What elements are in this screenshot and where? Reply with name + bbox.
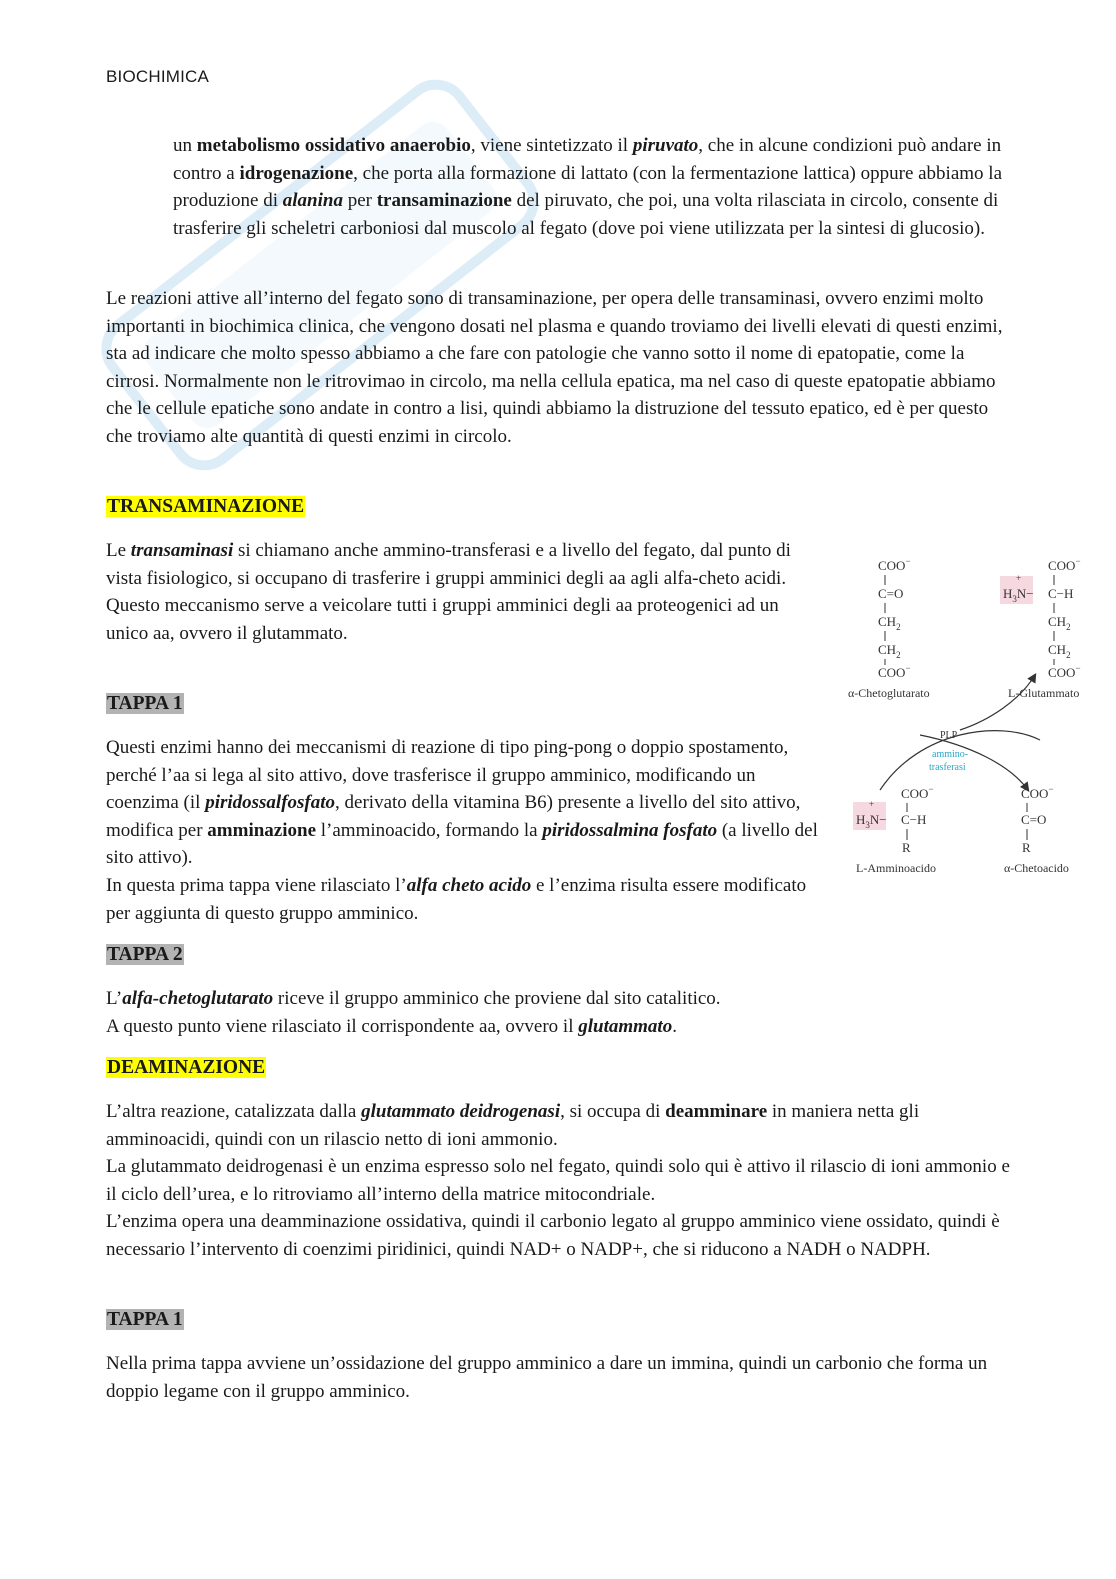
bold-italic-term: glutammato deidrogenasi: [361, 1101, 561, 1122]
tappa2-paragraph: L’alfa-chetoglutarato riceve il gruppo amminico che proviene dal sito catalitico. A questo punto viene rilasciato il corrispondente aa, ovvero il glutammato.: [106, 988, 721, 1037]
svg-text:R: R: [902, 840, 911, 855]
transamination-diagram: [840, 550, 1100, 885]
svg-text:R: R: [1022, 840, 1031, 855]
enzyme-label-2: trasferasi: [929, 762, 966, 773]
bold-term: metabolismo ossidativo anaerobio: [196, 135, 471, 156]
svg-text:CH2: $CH_2$: [1048, 614, 1071, 632]
svg-text:COO−: COO−: [878, 663, 911, 680]
bold-term: idrogenazione: [239, 162, 354, 184]
svg-text:+: +: [1016, 573, 1022, 583]
label-chetoglutarato: α-Chetoglutarato: [848, 686, 930, 700]
bold-italic-term: piridossalmina fosfato: [542, 819, 718, 841]
page-header: BIOCHIMICA: [106, 67, 210, 86]
molecule-amminoacido: [853, 784, 936, 875]
svg-text:CH2: $CH_2$: [878, 614, 901, 632]
svg-text:C=O: C=O: [1021, 812, 1047, 827]
label-amminoacido: L-Amminoacido: [856, 861, 936, 875]
plp-label: PLP: [940, 730, 958, 741]
svg-text:+: +: [869, 799, 875, 809]
svg-text:COO−: COO−: [1021, 784, 1054, 801]
molecule-glutammato: [1000, 556, 1081, 700]
bold-italic-term: piruvato: [632, 135, 699, 156]
tappa1-paragraph: Questi enzimi hanno dei meccanismi di reazione di tipo ping-pong o doppio spostamento, perché l’aa si lega al sito attivo, dove trasferisce il gruppo amminico, modificando un coenzima (il piridossalfosfato, derivato della vitamina B6) presente a livello del sito attivo, modifica per amminazione l’amminoacido, formando la piridossalmina fosfato (a livello del sito attivo). In questa prima tappa viene rilasciato l’alfa cheto acido e l’enzima risulta essere modificato per aggiunta di questo gruppo amminico.: [106, 737, 818, 924]
bold-italic-term: transaminasi: [130, 540, 234, 561]
svg-text:COO−: COO−: [1048, 663, 1081, 680]
section-heading-tappa1-deam: TAPPA 1: [107, 1309, 183, 1330]
transaminasi-paragraph: Le reazioni attive all’interno del fegato sono di transaminazione, per opera delle transaminasi, ovvero enzimi molto importanti in biochimica clinica, che vengono dosati nel plasma e quando troviamo dei livelli elevati di questi enzimi, sta ad indicare che molto spesso abbiamo a che fare con patologie che vanno sotto il nome di epatopatie, come la cirrosi. Normalmente non le ritrovimao in circolo, ma nella cellula epatica, ma nel caso di queste epatopatie abbiamo che le cellule epatiche sono andate in contro a lisi, quindi abbiamo la distruzione del tessuto epatico, ed è per questo che troviamo alte quantità di questi enzimi in circolo.: [106, 288, 1003, 447]
bold-italic-term: piridossalfosfato: [205, 792, 336, 814]
label-chetoacido: α-Chetoacido: [1004, 861, 1069, 875]
svg-text:H3N−: $H_3N-$: [856, 812, 887, 830]
bold-italic-term: alfa-chetoglutarato: [122, 988, 274, 1009]
bold-term: amminazione: [207, 819, 317, 841]
bold-term: transaminazione: [376, 190, 512, 212]
section-heading-transaminazione: TRANSAMINAZIONE: [107, 496, 305, 517]
section-heading-tappa2: TAPPA 2: [107, 944, 183, 965]
section-heading-tappa1: TAPPA 1: [107, 693, 183, 714]
svg-text:COO−: COO−: [901, 784, 934, 801]
svg-text:COO−: COO−: [878, 556, 911, 573]
bold-italic-term: alanina: [282, 190, 343, 212]
transaminazione-paragraph: Le transaminasi si chiamano anche ammino-transferasi e a livello del fegato, dal punto di vista fisiologico, si occupano di trasferire i gruppi amminici degli aa agli alfa-cheto acidi. Questo meccanismo serve a veicolare tutti i gruppi amminici degli aa proteogenici ad un unico aa, ovvero il glutammato.: [106, 540, 791, 644]
svg-text:H3N−: $H_3N-$: [1003, 586, 1034, 604]
deaminazione-paragraph: L’altra reazione, catalizzata dalla glutammato deidrogenasi, si occupa di deamminare in maniera netta gli amminoacidi, quindi con un rilascio netto di ioni ammonio. La glutammato deidrogenasi è un enzima espresso solo nel fegato, quindi solo qui è attivo il rilascio di ioni ammonio e il ciclo dell’urea, e lo ritroviamo all’interno della matrice mitocondriale. L’enzima opera una deamminazione ossidativa, quindi il carbonio legato al gruppo amminico viene ossidato, quindi è necessario l’intervento di coenzimi piridinici, quindi NAD+ o NADP+, che si riducono a NADH o NADPH.: [106, 1101, 1010, 1260]
bold-italic-term: alfa cheto acido: [406, 874, 532, 896]
intro-paragraph: un metabolismo ossidativo anaerobio, viene sintetizzato il piruvato, che in alcune condizioni può andare in contro a idrogenazione, che porta alla formazione di lattato (con la fermentazione lattica) oppure abbiamo la produzione di alanina per transaminazione del piruvato, che poi, una volta rilasciata in circolo, consente di trasferire gli scheletri carboniosi dal muscolo al fegato (dove poi viene utilizzata per la sintesi di glucosio).: [173, 135, 1003, 239]
svg-text:C−H: C−H: [1048, 586, 1074, 601]
label-glutammato: L-Glutammato: [1008, 686, 1080, 700]
svg-text:C−H: C−H: [901, 812, 927, 827]
svg-text:COO−: COO−: [1048, 556, 1081, 573]
section-heading-deaminazione: DEAMINAZIONE: [107, 1057, 266, 1078]
bold-italic-term: glutammato: [578, 1015, 673, 1037]
svg-text:C=O: C=O: [878, 586, 904, 601]
enzyme-label: ammino-: [932, 749, 969, 760]
svg-text:CH2: $CH_2$: [1048, 642, 1071, 660]
svg-text:CH2: $CH_2$: [878, 642, 901, 660]
bold-term: deamminare: [665, 1101, 768, 1122]
molecule-chetoacido: [1004, 784, 1069, 875]
molecule-chetoglutarato: [848, 556, 930, 700]
deam-tappa1-paragraph: Nella prima tappa avviene un’ossidazione del gruppo amminico a dare un immina, quindi un carbonio che forma un doppio legame con il gruppo amminico.: [106, 1353, 988, 1402]
